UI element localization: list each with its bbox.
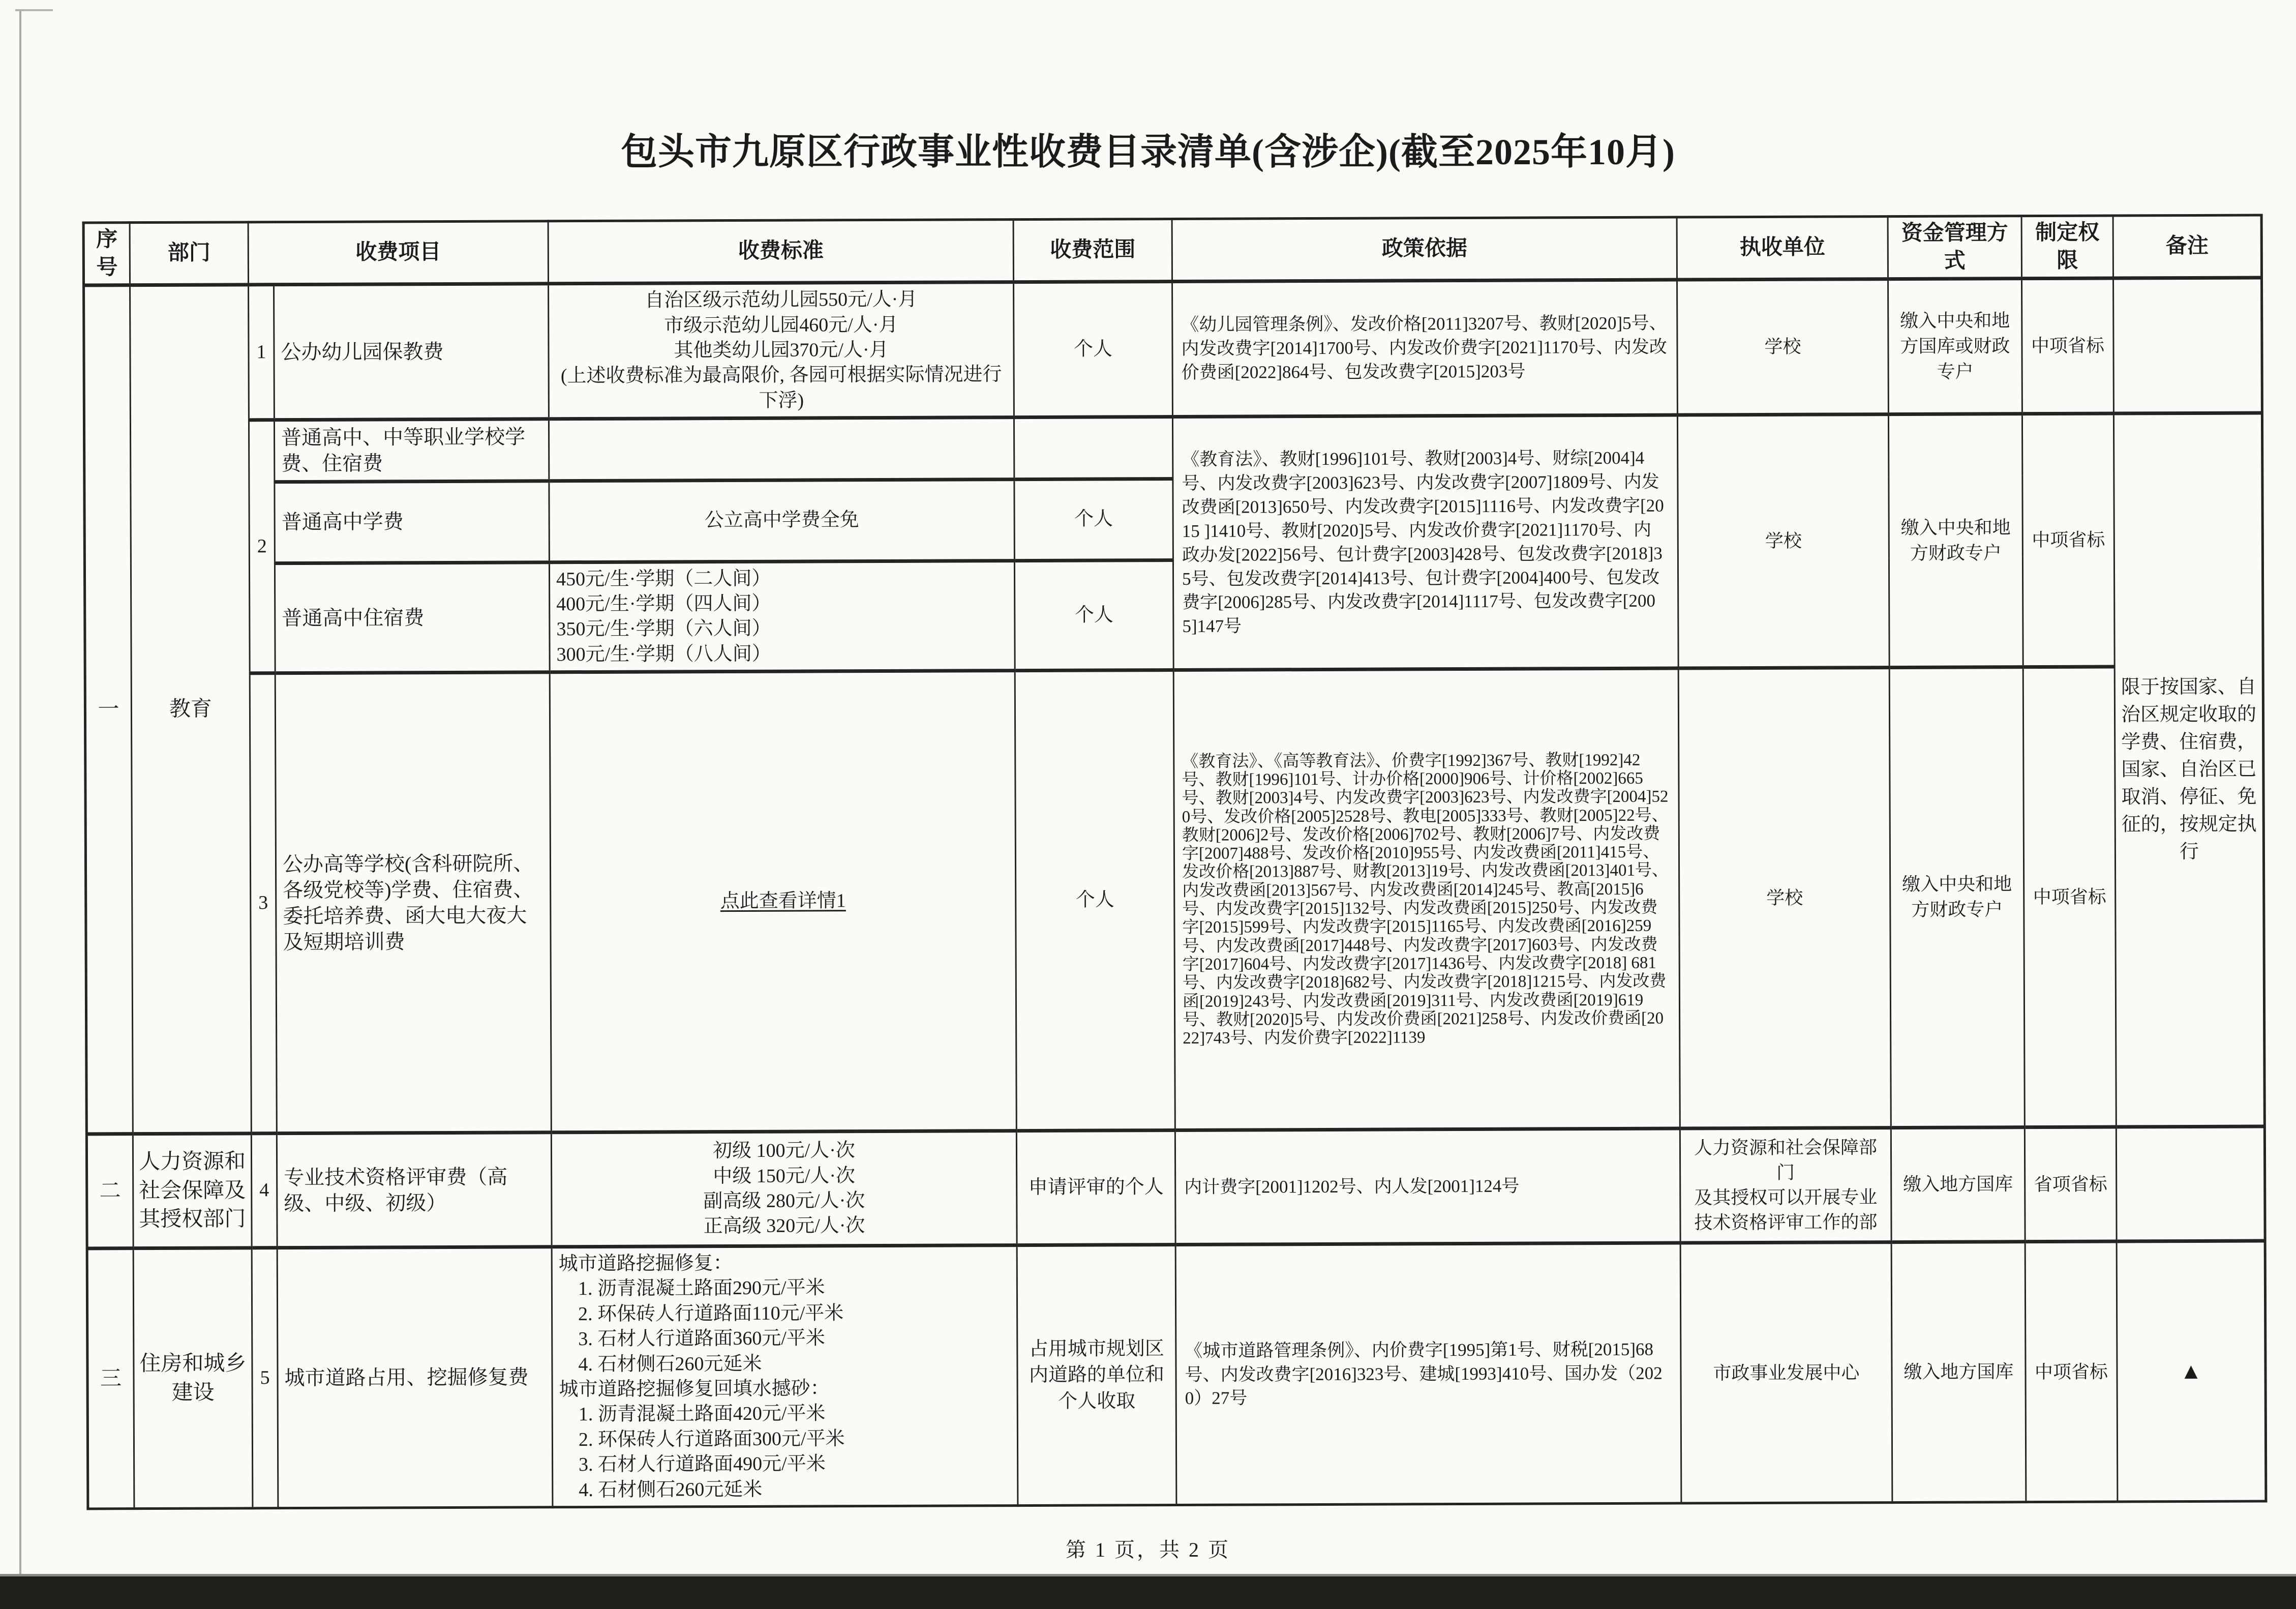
cell-r2-group-item: 普通高中、中等职业学校学费、住宿费: [274, 419, 549, 482]
cell-r3-authority: 中项省标: [2023, 667, 2116, 1127]
cell-r2-group-standard: [549, 418, 1014, 481]
col-header-dept: 部门: [130, 222, 248, 285]
cell-r2-sub2-standard: 450元/生·学期（二人间） 400元/生·学期（四人间） 350元/生·学期（六人间） 300元/生·学期（八人间）: [549, 560, 1015, 672]
cell-r2-policy: 《教育法》、教财[1996]101号、教财[2003]4号、财综[2004]4号、内发改费字[2003]623号、内发改费字[2007]1809号、内发改费函[2013]650号、内发改费字[2015]1116号、内发改费字[2015 ]1410号、教财[2020]5号、内发改价费字[2021]1170号、内政办发[2022]56号、包计费字[2003]428号、包发改费字[2018]35号、包发改费字[2014]413号、包计费字[2004]400号、包发改费字[2006]285号、内发改费字[2014]1117号、包发改费字[2005]147号: [1172, 415, 1678, 670]
table-row-1: [84, 278, 2262, 421]
fee-table: [82, 214, 2268, 1510]
cell-group3-index: 三: [87, 1248, 134, 1509]
cell-r1-standard: 自治区级示范幼儿园550元/人·月 市级示范幼儿园460元/人·月 其他类幼儿园370元/人·月 (上述收费标准为最高限价, 各园可根据实际情况进行下浮): [549, 282, 1014, 419]
cell-r5-unit: 市政事业发展中心: [1680, 1242, 1892, 1503]
cell-group2-dept: 人力资源和社会保障及其授权部门: [133, 1134, 252, 1248]
cell-r5-num: 5: [252, 1248, 278, 1508]
cell-r5-policy: 《城市道路管理条例》、内价费字[1995]第1号、财税[2015]68号、内发改费字[2016]323号、建城[1993]410号、国办发（2020）27号: [1175, 1243, 1681, 1505]
cell-r2-fund: 缴入中央和地方财政专户: [1888, 414, 2023, 668]
cell-r1-fund: 缴入中央和地方国库或财政专户: [1888, 279, 2022, 414]
cell-r2-sub1-scope: 个人: [1014, 479, 1173, 560]
cell-r3-standard: [550, 671, 1016, 1133]
cell-r4-num: 4: [251, 1134, 277, 1248]
cell-r2-num: 2: [249, 420, 275, 673]
cell-r1-authority: 中项省标: [2022, 278, 2114, 414]
cell-r2-sub1-item: 普通高中学费: [275, 481, 550, 563]
cell-education-remark: 限于按国家、自治区规定收取的学费、住宿费，国家、自治区已取消、停征、免征的，按规定执行: [2113, 413, 2264, 1127]
cell-r4-unit: 人力资源和社会保障部门 及其授权可以开展专业技术资格评审工作的部: [1680, 1128, 1891, 1243]
cell-group1-dept: 教育: [130, 285, 252, 1134]
cell-r3-fund: 缴入中央和地方财政专户: [1889, 667, 2025, 1128]
fee-table-wrap: [82, 214, 2265, 1510]
scan-edge-bottom: [0, 1576, 2296, 1609]
col-header-scope: 收费范围: [1013, 219, 1172, 282]
cell-r2-authority: 中项省标: [2022, 413, 2114, 667]
table-row-5: [87, 1241, 2266, 1509]
cell-group2-index: 二: [86, 1134, 133, 1248]
col-header-authority: 制定权限: [2021, 216, 2113, 279]
cell-r4-authority: 省项省标: [2025, 1127, 2117, 1242]
col-header-remark: 备注: [2113, 215, 2261, 278]
header-row: [83, 215, 2261, 285]
col-header-policy: 政策依据: [1172, 217, 1677, 282]
col-header-standard: 收费标准: [548, 220, 1013, 284]
cell-r4-policy: 内计费字[2001]1202号、内人发[2001]124号: [1175, 1128, 1680, 1244]
table-row-3: [85, 666, 2264, 1134]
scan-edge-left: [19, 11, 21, 1576]
col-header-item: 收费项目: [248, 221, 548, 285]
cell-r5-scope: 占用城市规划区内道路的单位和个人收取: [1017, 1245, 1176, 1506]
cell-r1-scope: 个人: [1014, 282, 1173, 418]
cell-r3-policy: 《教育法》、《高等教育法》、价费字[1992]367号、教财[1992]42号、教财[1996]101号、计办价格[2000]906号、计价格[2002]665号、教财[2003]4号、内发改费字[2003]623号、内发改费字[2004]520号、发改价格[2005]2528号、教电[2005]333号、教财[2005]22号、教财[2006]2号、发改价格[2006]702号、教财[2006]7号、内发改费字[2007]488号、发改价格[2010]955号、内发改费函[2011]415号、发改价格[2013]887号、财教[2013]19号、内发改费函[2013]401号、内发改费函[2013]567号、内发改费函[2014]245号、教高[2015]6号、内发改费字[2015]132号、内发改费函[2015]250号、内发改费字[2015]599号、内发改费字[2015]1165号、内发改费函[2016]259号、内发改费函[2017]448号、内发改费字[2017]603号、内发改费字[2017]604号、内发改费字[2017]1436号、内发改费字[2018] 681号、内发改费字[2018]682号、内发改费字[2018]1215号、内发改费函[2019]243号、内发改费函[2019]311号、内发改费函[2019]619号、教财[2020]5号、内发改价费函[2021]258号、内发改价费函[2022]743号、内发价费字[2022]1139: [1173, 668, 1680, 1130]
cell-r2-sub2-item: 普通高中住宿费: [275, 562, 550, 673]
cell-r3-item: 公办高等学校(含科研院所、各级党校等)学费、住宿费、委托培养费、函大电大夜大及短期培训费: [275, 672, 551, 1134]
cell-r2-sub1-standard: 公立高中学费全免: [549, 479, 1015, 562]
cell-r5-authority: 中项省标: [2025, 1241, 2118, 1502]
cell-r2-group-scope: [1014, 417, 1172, 479]
cell-r5-item: 城市道路占用、挖掘修复费: [277, 1247, 553, 1508]
cell-r4-remark: [2116, 1126, 2265, 1241]
col-header-unit: 执收单位: [1677, 217, 1888, 280]
cell-r5-standard: 城市道路挖掘修复： 1. 沥青混凝土路面290元/平米 2. 环保砖人行道路面110元/平米 3. 石材人行道路面360元/平米 4. 石材侧石260元延米 城市道路挖掘修复回填水撼砂： 1. 沥青混凝土路面420元/平米 2. 环保砖人行道路面300元/平米 3. 石材人行道路面490元/平米 4. 石材侧石260元延米: [552, 1245, 1018, 1507]
cell-group3-dept: 住房和城乡建设: [133, 1248, 253, 1509]
cell-r1-policy: 《幼儿园管理条例》、发改价格[2011]3207号、教财[2020]5号、内发改费字[2014]1700号、内发改价费字[2021]1170号、内发改价费函[2022]864号、包发改费字[2015]203号: [1172, 280, 1678, 416]
cell-r1-num: 1: [249, 285, 275, 420]
cell-r1-remark: [2113, 278, 2262, 413]
cell-group1-index: 一: [84, 285, 133, 1134]
cell-r3-unit: 学校: [1678, 668, 1891, 1128]
cell-r3-scope: 个人: [1015, 670, 1175, 1131]
page-footer: 第 1 页，共 2 页: [1066, 1538, 1230, 1561]
details-link[interactable]: 点此查看详情1: [720, 890, 846, 912]
cell-r4-fund: 缴入地方国库: [1891, 1127, 2025, 1242]
col-header-fund: 资金管理方式: [1888, 216, 2021, 279]
cell-r2-unit: 学校: [1677, 414, 1889, 668]
cell-r4-scope: 申请评审的个人: [1016, 1130, 1175, 1245]
cell-r1-item: 公办幼儿园保教费: [274, 284, 549, 420]
table-row-2-group: [84, 413, 2262, 482]
cell-r1-unit: 学校: [1677, 279, 1889, 415]
cell-r4-item: 专业技术资格评审费（高级、中级、初级）: [277, 1133, 552, 1248]
cell-r5-remark: ▲: [2117, 1241, 2266, 1502]
cell-r5-fund: 缴入地方国库: [1891, 1242, 2026, 1503]
cell-r3-num: 3: [250, 673, 277, 1134]
col-header-seq: 序号: [83, 223, 130, 286]
table-row-4: [86, 1126, 2265, 1248]
cell-r4-standard: 初级 100元/人·次 中级 150元/人·次 副高级 280元/人·次 正高级 320元/人·次: [551, 1131, 1017, 1247]
cell-r2-sub2-scope: 个人: [1014, 560, 1173, 671]
page-title: 包头市九原区行政事业性收费目录清单(含涉企)(截至2025年10月): [621, 132, 1675, 172]
